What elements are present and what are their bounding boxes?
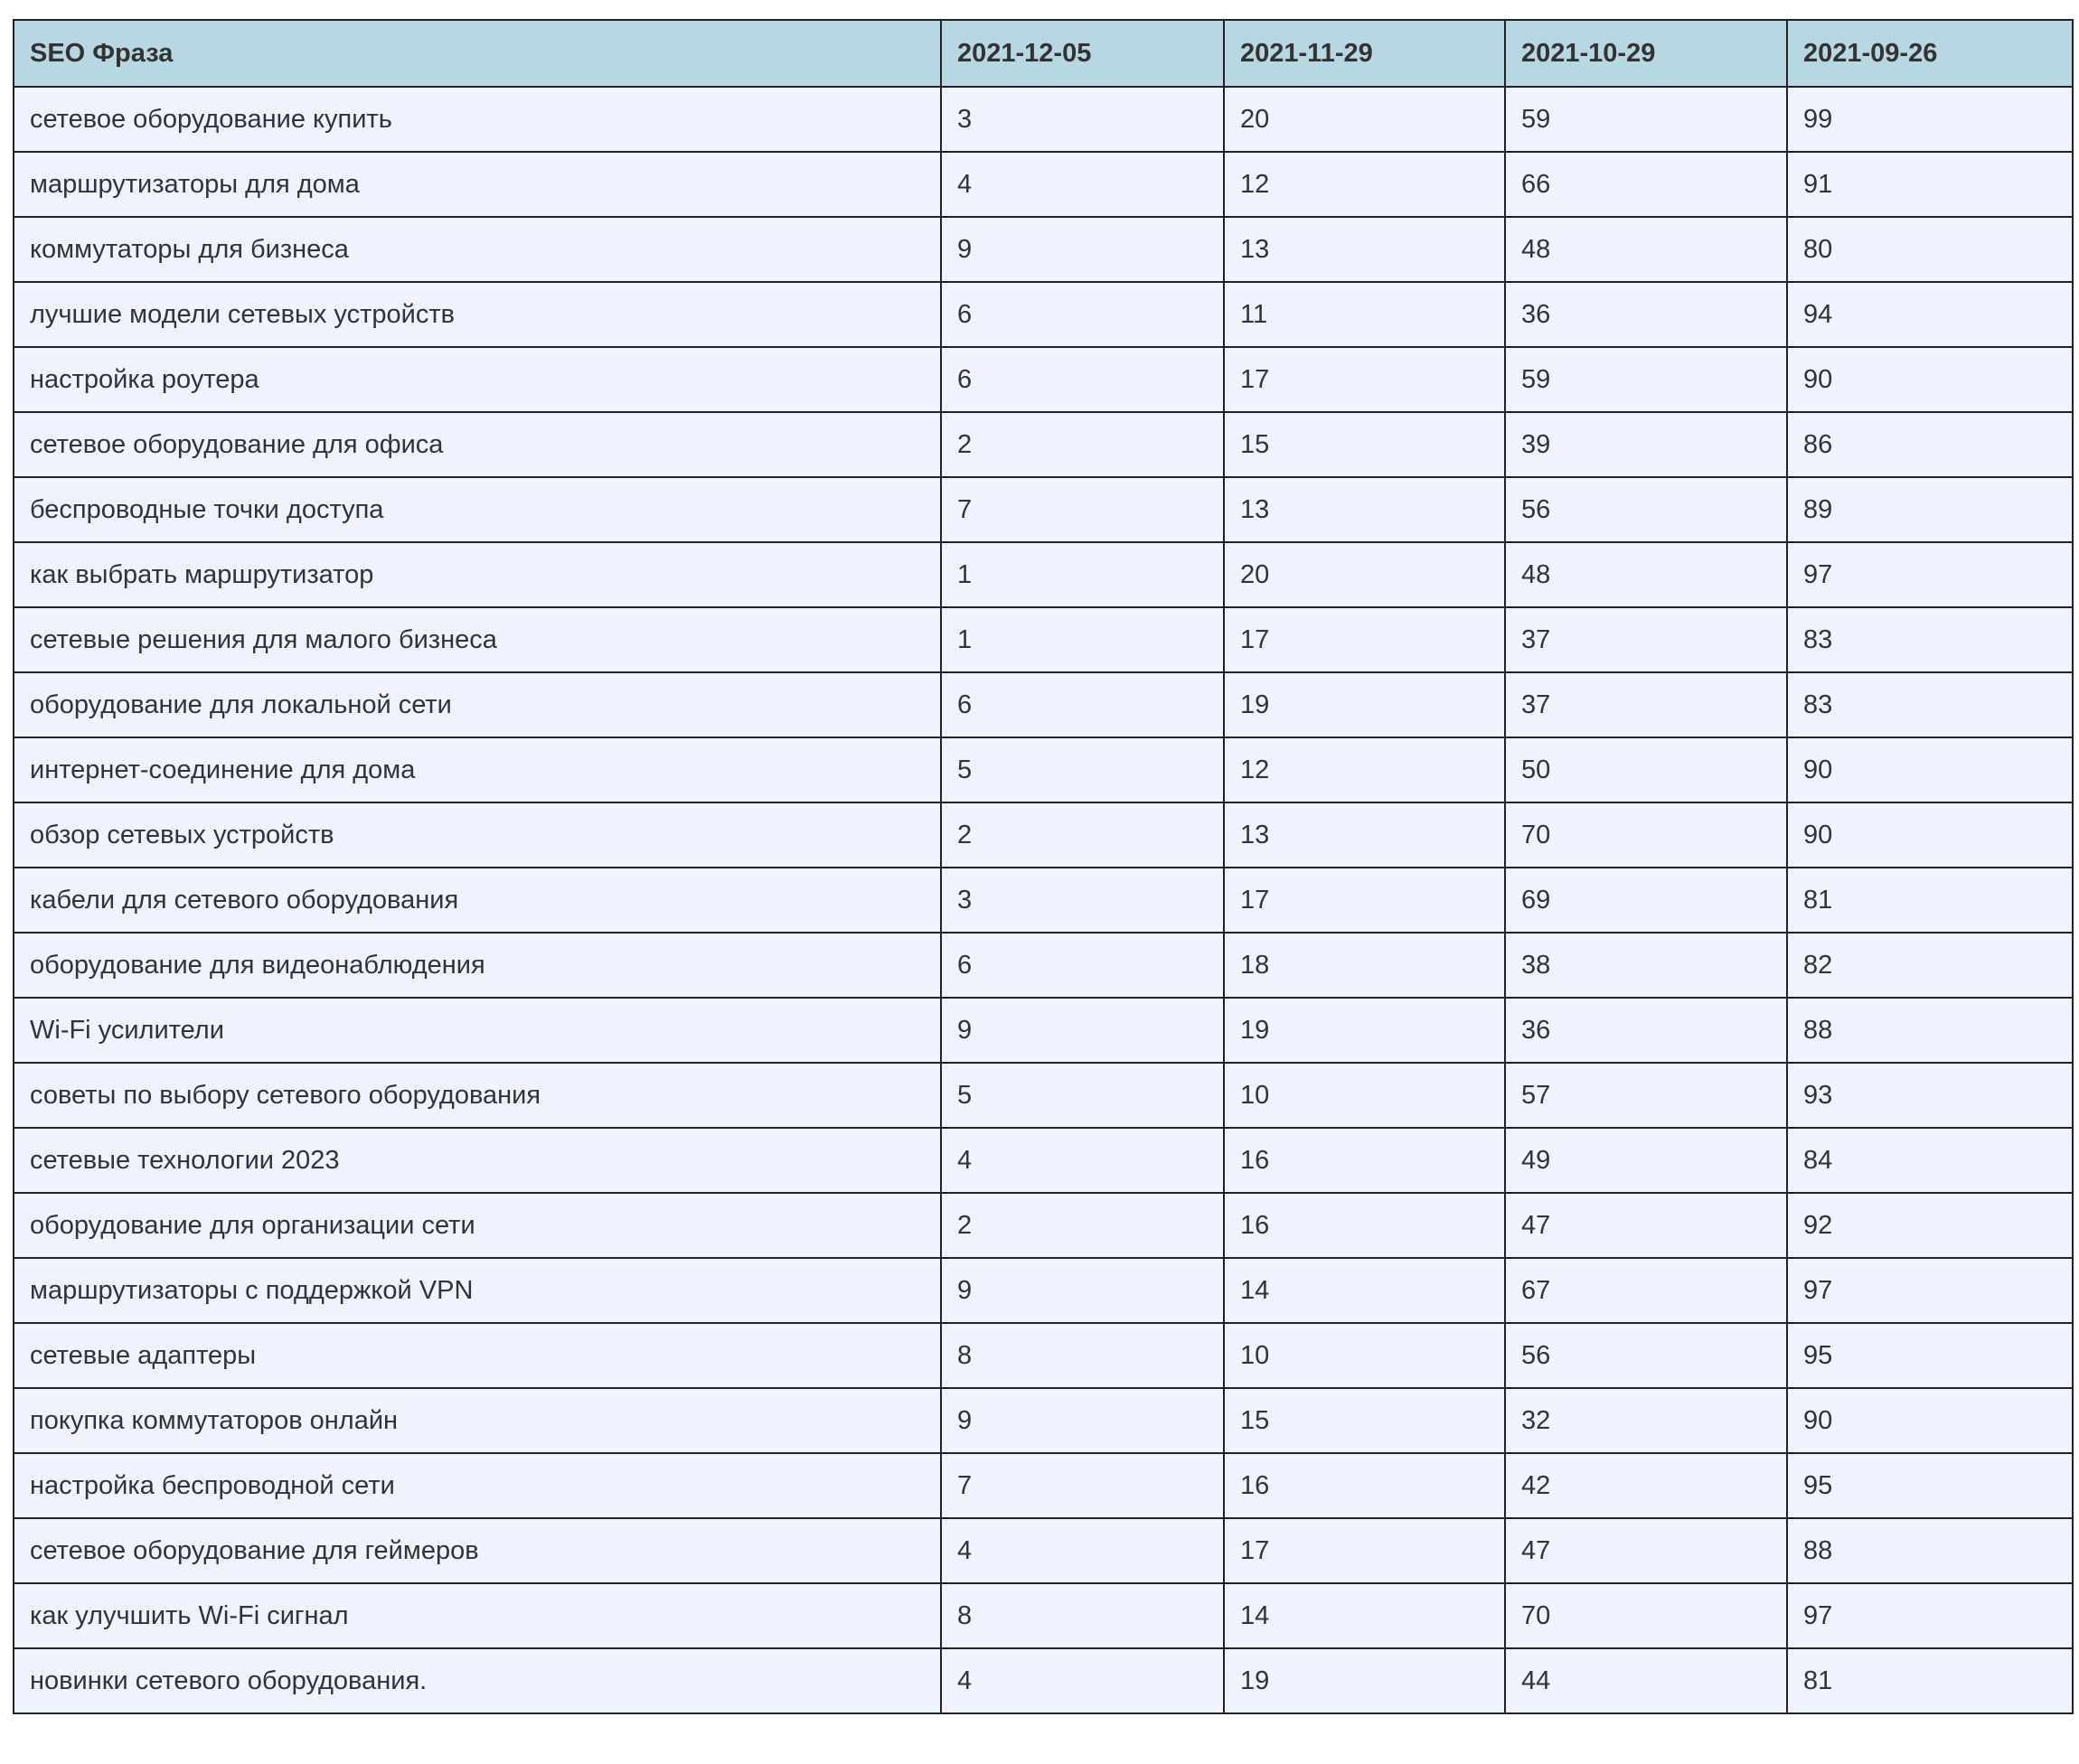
table-row: [14, 1648, 2073, 1713]
table-row: [14, 1193, 2073, 1258]
cell-rank: 70: [1505, 802, 1787, 868]
table-row: [14, 672, 2073, 737]
cell-rank: 13: [1224, 477, 1505, 542]
cell-phrase: настройка роутера: [14, 347, 941, 412]
cell-rank: 7: [941, 477, 1224, 542]
cell-rank: 67: [1505, 1258, 1787, 1323]
cell-rank: 4: [941, 1128, 1224, 1193]
cell-rank: 12: [1224, 737, 1505, 802]
cell-rank: 10: [1224, 1323, 1505, 1388]
cell-rank: 95: [1787, 1453, 2073, 1518]
cell-rank: 10: [1224, 1063, 1505, 1128]
seo-rankings-table: [13, 19, 2074, 1714]
cell-phrase: обзор сетевых устройств: [14, 802, 941, 868]
table-row: [14, 933, 2073, 998]
table-row: [14, 542, 2073, 607]
cell-rank: 36: [1505, 282, 1787, 347]
cell-rank: 9: [941, 998, 1224, 1063]
cell-rank: 70: [1505, 1583, 1787, 1648]
column-header-date-4: 2021-09-26: [1787, 20, 2073, 87]
cell-rank: 9: [941, 1388, 1224, 1453]
cell-rank: 32: [1505, 1388, 1787, 1453]
cell-rank: 81: [1787, 868, 2073, 933]
cell-rank: 1: [941, 607, 1224, 672]
cell-rank: 95: [1787, 1323, 2073, 1388]
cell-rank: 18: [1224, 933, 1505, 998]
cell-rank: 82: [1787, 933, 2073, 998]
cell-rank: 20: [1224, 87, 1505, 152]
table-row: [14, 87, 2073, 152]
cell-rank: 2: [941, 802, 1224, 868]
cell-rank: 99: [1787, 87, 2073, 152]
cell-rank: 15: [1224, 1388, 1505, 1453]
cell-phrase: покупка коммутаторов онлайн: [14, 1388, 941, 1453]
cell-rank: 93: [1787, 1063, 2073, 1128]
table-body: [14, 87, 2073, 1713]
cell-phrase: сетевые адаптеры: [14, 1323, 941, 1388]
cell-phrase: оборудование для организации сети: [14, 1193, 941, 1258]
cell-rank: 9: [941, 1258, 1224, 1323]
table-row: [14, 802, 2073, 868]
cell-rank: 37: [1505, 672, 1787, 737]
cell-rank: 14: [1224, 1258, 1505, 1323]
cell-phrase: Wi-Fi усилители: [14, 998, 941, 1063]
cell-rank: 91: [1787, 152, 2073, 217]
cell-rank: 86: [1787, 412, 2073, 477]
cell-rank: 88: [1787, 998, 2073, 1063]
cell-rank: 47: [1505, 1518, 1787, 1583]
cell-rank: 9: [941, 217, 1224, 282]
cell-phrase: оборудование для видеонаблюдения: [14, 933, 941, 998]
cell-rank: 17: [1224, 347, 1505, 412]
cell-phrase: коммутаторы для бизнеса: [14, 217, 941, 282]
table-row: [14, 998, 2073, 1063]
cell-rank: 11: [1224, 282, 1505, 347]
table-row: [14, 737, 2073, 802]
cell-rank: 3: [941, 868, 1224, 933]
cell-rank: 12: [1224, 152, 1505, 217]
cell-phrase: маршрутизаторы для дома: [14, 152, 941, 217]
table-row: [14, 1518, 2073, 1583]
cell-rank: 66: [1505, 152, 1787, 217]
table-row: [14, 347, 2073, 412]
table-row: [14, 607, 2073, 672]
header-row: [14, 20, 2073, 87]
cell-rank: 5: [941, 737, 1224, 802]
cell-phrase: оборудование для локальной сети: [14, 672, 941, 737]
cell-rank: 56: [1505, 1323, 1787, 1388]
cell-rank: 17: [1224, 868, 1505, 933]
column-header-date-3: 2021-10-29: [1505, 20, 1787, 87]
cell-rank: 13: [1224, 217, 1505, 282]
cell-rank: 6: [941, 347, 1224, 412]
cell-rank: 4: [941, 1518, 1224, 1583]
cell-phrase: сетевое оборудование купить: [14, 87, 941, 152]
cell-rank: 19: [1224, 1648, 1505, 1713]
cell-rank: 36: [1505, 998, 1787, 1063]
table-row: [14, 152, 2073, 217]
cell-rank: 42: [1505, 1453, 1787, 1518]
cell-rank: 16: [1224, 1193, 1505, 1258]
cell-phrase: сетевые решения для малого бизнеса: [14, 607, 941, 672]
cell-rank: 4: [941, 1648, 1224, 1713]
cell-phrase: беспроводные точки доступа: [14, 477, 941, 542]
table-row: [14, 412, 2073, 477]
cell-rank: 13: [1224, 802, 1505, 868]
cell-phrase: сетевые технологии 2023: [14, 1128, 941, 1193]
table-row: [14, 1583, 2073, 1648]
table-row: [14, 868, 2073, 933]
table-row: [14, 282, 2073, 347]
cell-phrase: лучшие модели сетевых устройств: [14, 282, 941, 347]
cell-rank: 81: [1787, 1648, 2073, 1713]
cell-rank: 16: [1224, 1453, 1505, 1518]
cell-rank: 84: [1787, 1128, 2073, 1193]
cell-rank: 2: [941, 1193, 1224, 1258]
cell-rank: 16: [1224, 1128, 1505, 1193]
cell-rank: 48: [1505, 217, 1787, 282]
cell-rank: 89: [1787, 477, 2073, 542]
table-row: [14, 1453, 2073, 1518]
table-row: [14, 1063, 2073, 1128]
cell-rank: 8: [941, 1583, 1224, 1648]
column-header-date-1: 2021-12-05: [941, 20, 1224, 87]
cell-rank: 19: [1224, 672, 1505, 737]
cell-rank: 5: [941, 1063, 1224, 1128]
cell-rank: 59: [1505, 347, 1787, 412]
cell-rank: 37: [1505, 607, 1787, 672]
table-row: [14, 477, 2073, 542]
cell-rank: 4: [941, 152, 1224, 217]
cell-phrase: маршрутизаторы с поддержкой VPN: [14, 1258, 941, 1323]
cell-rank: 94: [1787, 282, 2073, 347]
cell-rank: 90: [1787, 1388, 2073, 1453]
cell-rank: 2: [941, 412, 1224, 477]
cell-rank: 88: [1787, 1518, 2073, 1583]
cell-rank: 90: [1787, 737, 2073, 802]
cell-rank: 15: [1224, 412, 1505, 477]
cell-phrase: как улучшить Wi-Fi сигнал: [14, 1583, 941, 1648]
cell-rank: 92: [1787, 1193, 2073, 1258]
table-row: [14, 1388, 2073, 1453]
cell-rank: 1: [941, 542, 1224, 607]
table-row: [14, 1323, 2073, 1388]
cell-phrase: кабели для сетевого оборудования: [14, 868, 941, 933]
cell-rank: 8: [941, 1323, 1224, 1388]
cell-rank: 83: [1787, 672, 2073, 737]
cell-rank: 57: [1505, 1063, 1787, 1128]
cell-rank: 19: [1224, 998, 1505, 1063]
cell-phrase: как выбрать маршрутизатор: [14, 542, 941, 607]
seo-table-container: [13, 19, 2072, 1714]
column-header-date-2: 2021-11-29: [1224, 20, 1505, 87]
cell-rank: 48: [1505, 542, 1787, 607]
cell-rank: 90: [1787, 347, 2073, 412]
cell-rank: 47: [1505, 1193, 1787, 1258]
column-header-phrase: SEO Фраза: [14, 20, 941, 87]
cell-rank: 7: [941, 1453, 1224, 1518]
cell-rank: 20: [1224, 542, 1505, 607]
table-row: [14, 1258, 2073, 1323]
cell-rank: 97: [1787, 542, 2073, 607]
cell-rank: 44: [1505, 1648, 1787, 1713]
cell-rank: 97: [1787, 1583, 2073, 1648]
cell-rank: 90: [1787, 802, 2073, 868]
cell-rank: 39: [1505, 412, 1787, 477]
cell-phrase: настройка беспроводной сети: [14, 1453, 941, 1518]
cell-phrase: интернет-соединение для дома: [14, 737, 941, 802]
cell-phrase: советы по выбору сетевого оборудования: [14, 1063, 941, 1128]
cell-rank: 14: [1224, 1583, 1505, 1648]
cell-phrase: сетевое оборудование для геймеров: [14, 1518, 941, 1583]
table-row: [14, 217, 2073, 282]
cell-rank: 6: [941, 282, 1224, 347]
cell-rank: 3: [941, 87, 1224, 152]
cell-rank: 97: [1787, 1258, 2073, 1323]
cell-rank: 80: [1787, 217, 2073, 282]
cell-phrase: сетевое оборудование для офиса: [14, 412, 941, 477]
cell-rank: 69: [1505, 868, 1787, 933]
cell-rank: 6: [941, 933, 1224, 998]
cell-rank: 49: [1505, 1128, 1787, 1193]
table-header: [14, 20, 2073, 87]
cell-rank: 6: [941, 672, 1224, 737]
table-row: [14, 1128, 2073, 1193]
cell-rank: 17: [1224, 607, 1505, 672]
cell-rank: 50: [1505, 737, 1787, 802]
cell-phrase: новинки сетевого оборудования.: [14, 1648, 941, 1713]
cell-rank: 83: [1787, 607, 2073, 672]
cell-rank: 59: [1505, 87, 1787, 152]
cell-rank: 38: [1505, 933, 1787, 998]
cell-rank: 17: [1224, 1518, 1505, 1583]
cell-rank: 56: [1505, 477, 1787, 542]
